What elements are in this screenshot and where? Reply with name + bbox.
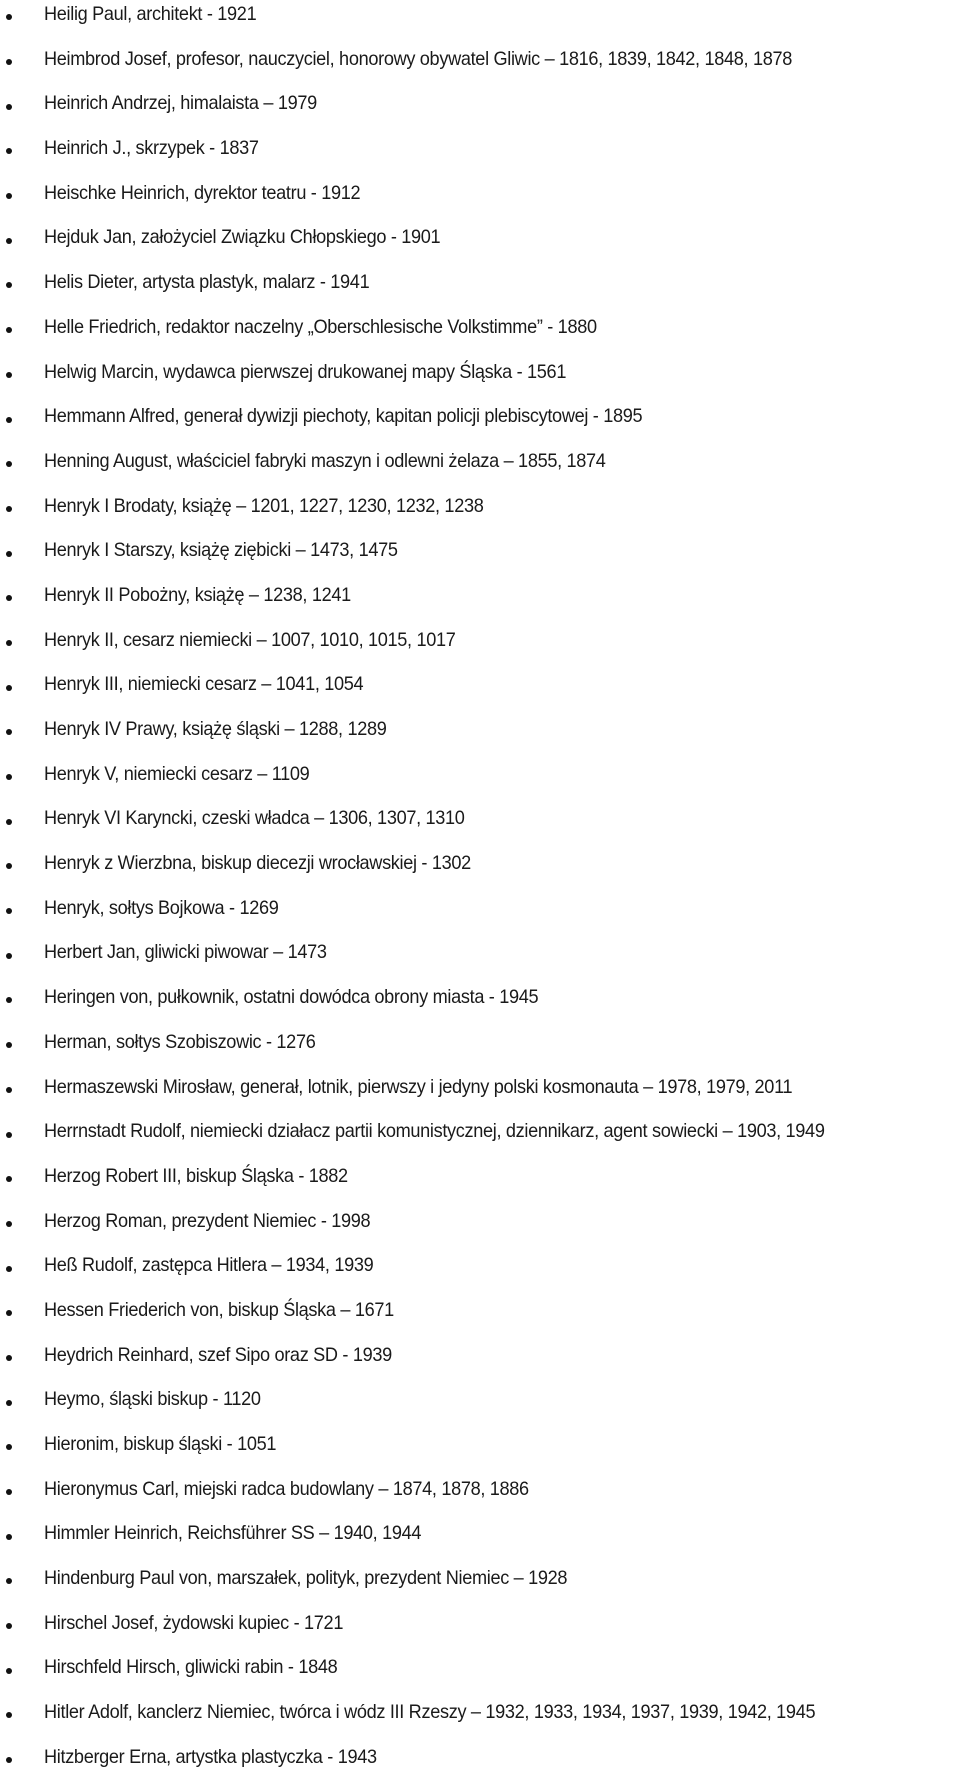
entry-text: Henryk III, niemiecki cesarz – 1041, 1054 [44,673,364,696]
bullet-icon [6,1042,12,1048]
entry-text: Hitler Adolf, kanclerz Niemiec, twórca i wódz III Rzeszy – 1932, 1933, 1934, 1937, 1939, 1942, 1945 [44,1701,816,1724]
list-item [0,350,960,395]
list-item [0,1199,960,1244]
entry-text: Heymo, śląski biskup - 1120 [44,1388,261,1411]
entry-text: Henryk z Wierzbna, biskup diecezji wrocławskiej - 1302 [44,852,471,875]
list-item [0,841,960,886]
entry-text: Henryk VI Karyncki, czeski władca – 1306, 1307, 1310 [44,807,465,830]
bullet-icon [6,908,12,914]
list-item [0,930,960,975]
list-item [0,1377,960,1422]
list-item [0,796,960,841]
entry-text: Herzog Roman, prezydent Niemiec - 1998 [44,1209,371,1232]
bullet-icon [6,282,12,288]
list-item [0,1735,960,1780]
bullet-icon [6,14,12,20]
entry-text: Heß Rudolf, zastępca Hitlera – 1934, 1939 [44,1254,374,1277]
bullet-icon [6,863,12,869]
entry-text: Heischke Heinrich, dyrektor teatru - 1912 [44,181,361,204]
list-item [0,662,960,707]
bullet-icon [6,1310,12,1316]
bullet-icon [6,1668,12,1674]
list-item [0,707,960,752]
list-item [0,484,960,529]
list-item [0,752,960,797]
bullet-icon [6,417,12,423]
entry-text: Henryk, sołtys Bojkowa - 1269 [44,896,279,919]
list-item [0,1422,960,1467]
list-item [0,171,960,216]
bullet-icon [6,1534,12,1540]
bullet-icon [6,1266,12,1272]
list-item [0,1690,960,1735]
list-item [0,573,960,618]
list-item [0,1556,960,1601]
bullet-icon [6,1712,12,1718]
bullet-icon [6,461,12,467]
list-item [0,528,960,573]
list-item [0,305,960,350]
entry-text: Henryk IV Prawy, książę śląski – 1288, 1289 [44,718,387,740]
bullet-icon [6,1757,12,1763]
entry-text: Helwig Marcin, wydawca pierwszej drukowanej mapy Śląska - 1561 [44,360,567,383]
entry-text: Himmler Heinrich, Reichsführer SS – 1940, 1944 [44,1522,422,1545]
entry-text: Henning August, właściciel fabryki maszyn i odlewni żelaza – 1855, 1874 [44,449,606,472]
entry-text: Hessen Friederich von, biskup Śląska – 1671 [44,1298,394,1321]
list-item [0,1065,960,1110]
list-item [0,439,960,484]
list-item [0,394,960,439]
list-item [0,1645,960,1690]
entry-text: Hemmann Alfred, generał dywizji piechoty, kapitan policji plebiscytowej - 1895 [44,405,643,428]
bullet-icon [6,1355,12,1361]
entry-text: Herman, sołtys Szobiszowic - 1276 [44,1030,316,1053]
entry-text: Henryk II Pobożny, książę – 1238, 1241 [44,583,351,606]
bullet-icon [6,953,12,959]
list-item [0,215,960,260]
entry-text: Hermaszewski Mirosław, generał, lotnik, pierwszy i jedyny polski kosmonauta – 1978, 1979, 2011 [44,1075,793,1098]
entry-text: Heimbrod Josef, profesor, nauczyciel, honorowy obywatel Gliwic – 1816, 1839, 1842, 1848, 1878 [44,47,792,70]
entry-text: Heilig Paul, architekt - 1921 [44,3,257,25]
entry-text: Helis Dieter, artysta plastyk, malarz - 1941 [44,271,370,294]
list-item [0,886,960,931]
list-item [0,1109,960,1154]
list-item [0,1154,960,1199]
bullet-icon [6,1221,12,1227]
entry-text: Henryk I Starszy, książę ziębicki – 1473, 1475 [44,539,398,562]
list-item [0,975,960,1020]
bullet-icon [6,1623,12,1629]
bullet-icon [6,104,12,110]
bullet-icon [6,1400,12,1406]
list-item [0,1243,960,1288]
entry-text: Heinrich Andrzej, himalaista – 1979 [44,92,317,115]
entry-text: Heringen von, pułkownik, ostatni dowódca obrony miasta - 1945 [44,986,539,1009]
bullet-icon [6,238,12,244]
entry-text: Hindenburg Paul von, marszałek, polityk, prezydent Niemiec – 1928 [44,1567,568,1590]
bullet-icon [6,1444,12,1450]
list-item [0,260,960,305]
bullet-icon [6,685,12,691]
bullet-icon [6,1176,12,1182]
entry-text: Herrnstadt Rudolf, niemiecki działacz partii komunistycznej, dziennikarz, agent sowiecki – 1903, 1949 [44,1120,825,1143]
list-item [0,1511,960,1556]
bullet-icon [6,595,12,601]
entry-text: Hejduk Jan, założyciel Związku Chłopskiego - 1901 [44,226,441,249]
entry-text: Herzog Robert III, biskup Śląska - 1882 [44,1164,348,1187]
bullet-icon [6,551,12,557]
entry-text: Heinrich J., skrzypek - 1837 [44,137,259,160]
list-item [0,1020,960,1065]
bullet-icon [6,1087,12,1093]
list-item [0,37,960,82]
list-item [0,1601,960,1646]
list-item [0,1333,960,1378]
bullet-icon [6,774,12,780]
entry-text: Hitzberger Erna, artystka plastyczka - 1943 [44,1745,377,1768]
bullet-icon [6,1132,12,1138]
bullet-icon [6,193,12,199]
bullet-icon [6,997,12,1003]
list-item [0,0,960,37]
bullet-icon [6,327,12,333]
entry-text: Heydrich Reinhard, szef Sipo oraz SD - 1939 [44,1343,392,1366]
bullet-icon [6,819,12,825]
bullet-icon [6,148,12,154]
entry-text: Henryk V, niemiecki cesarz – 1109 [44,762,310,785]
bullet-icon [6,506,12,512]
list-item [0,81,960,126]
entry-text: Hirschfeld Hirsch, gliwicki rabin - 1848 [44,1656,338,1679]
bullet-icon [6,640,12,646]
list-item [0,618,960,663]
entry-text: Henryk II, cesarz niemiecki – 1007, 1010, 1015, 1017 [44,628,456,651]
bullet-icon [6,729,12,735]
list-item [0,126,960,171]
bullet-icon [6,1489,12,1495]
entry-text: Hieronim, biskup śląski - 1051 [44,1433,277,1455]
bullet-icon [6,1578,12,1584]
bullet-icon [6,372,12,378]
bullet-icon [6,59,12,65]
list-item [0,1467,960,1512]
entry-text: Henryk I Brodaty, książę – 1201, 1227, 1230, 1232, 1238 [44,494,484,517]
list-item [0,1288,960,1333]
entry-text: Herbert Jan, gliwicki piwowar – 1473 [44,941,327,964]
entry-text: Hirschel Josef, żydowski kupiec - 1721 [44,1611,344,1634]
entry-text: Hieronymus Carl, miejski radca budowlany – 1874, 1878, 1886 [44,1477,529,1500]
entry-text: Helle Friedrich, redaktor naczelny „Oberschlesische Volkstimme” - 1880 [44,315,597,338]
